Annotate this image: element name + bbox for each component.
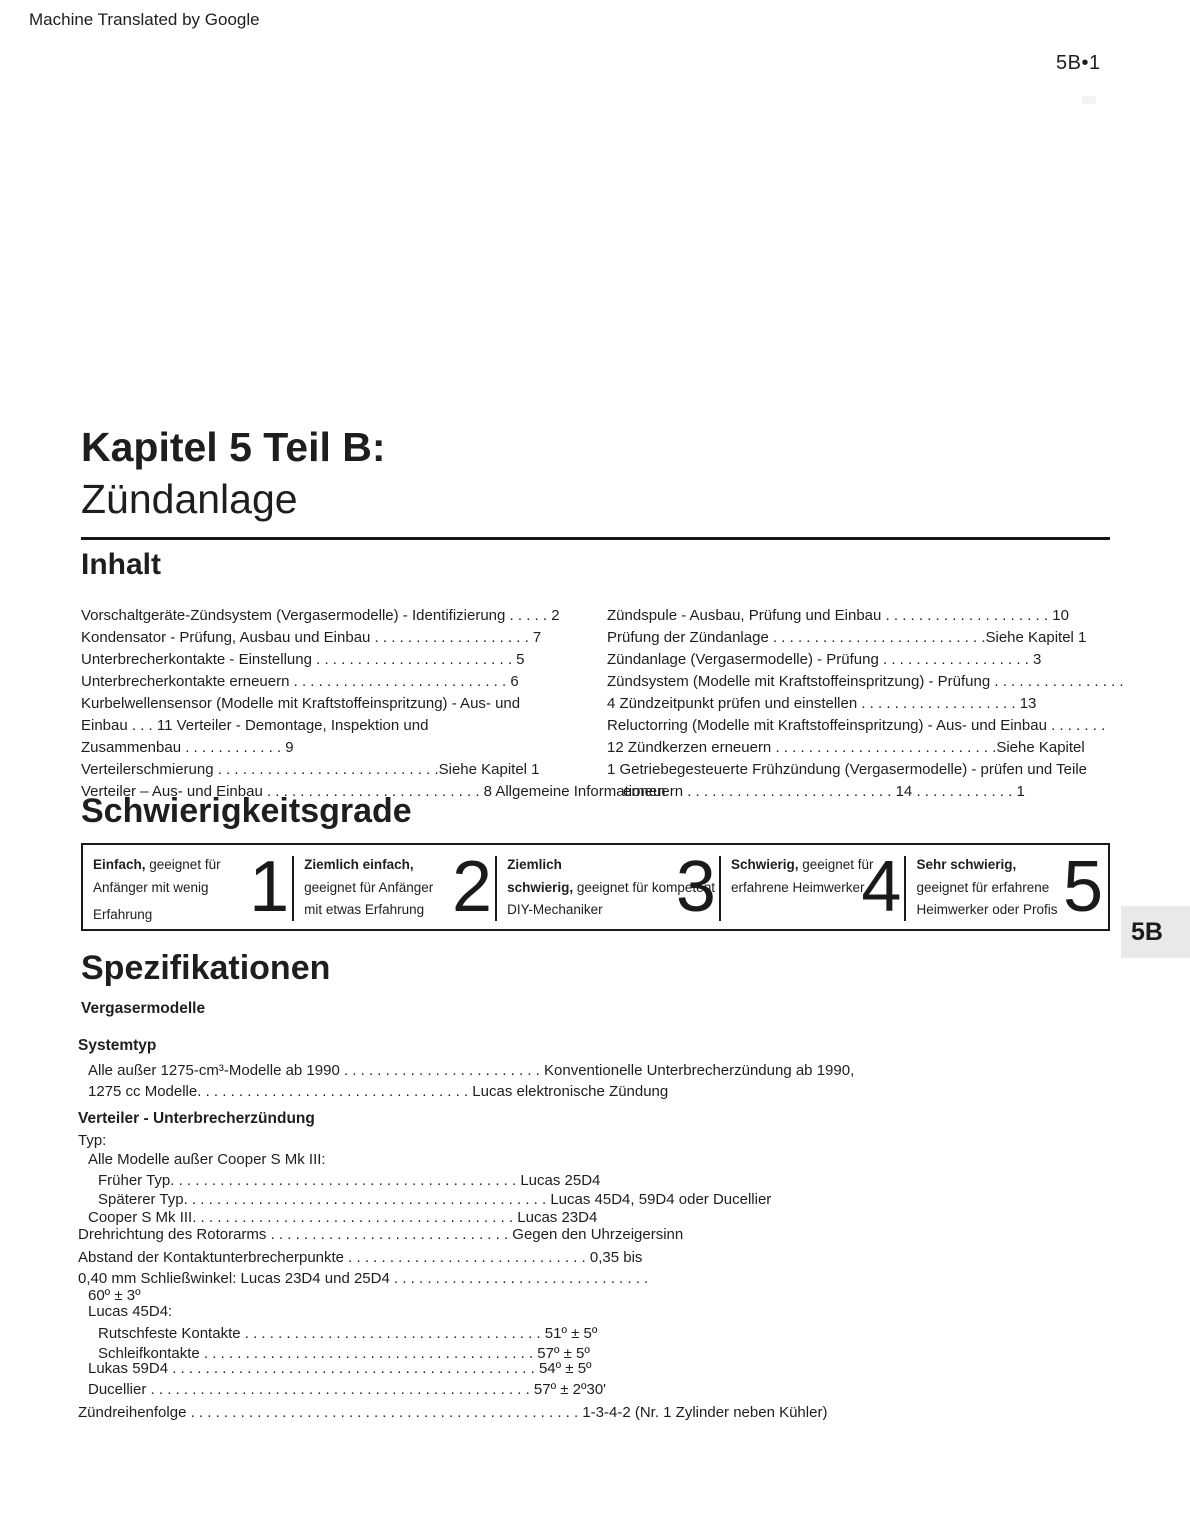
contents-heading: Inhalt xyxy=(81,548,161,581)
difficulty-text-line: geeignet für erfahrene xyxy=(916,879,1050,895)
difficulty-text-line: Heimwerker oder Profis xyxy=(916,902,1058,917)
spec-line: Systemtyp xyxy=(78,1037,157,1054)
contents-left-column xyxy=(81,605,666,803)
page-number: 5B•1 xyxy=(1056,52,1101,74)
difficulty-number-3: 3 xyxy=(675,847,716,927)
translation-note: Machine Translated by Google xyxy=(29,10,260,29)
spec-line: Abstand der Kontaktunterbrecherpunkte . . . . . . . . . . . . . . . . . . . . . . . . . . . . . 0,35 bis xyxy=(78,1249,643,1266)
toc-item: Zusammenbau . . . . . . . . . . . . 9 xyxy=(81,739,294,756)
spec-line: 0,40 mm Schließwinkel: Lucas 23D4 und 25D4 . . . . . . . . . . . . . . . . . . . . . . . . . . . . . . . xyxy=(78,1270,649,1287)
spec-line: Drehrichtung des Rotorarms . . . . . . . . . . . . . . . . . . . . . . . . . . . . . Gegen den Uhrzeigersinn xyxy=(78,1226,684,1243)
difficulty-text-line: mit etwas Erfahrung xyxy=(304,902,425,917)
specifications-heading: Spezifikationen xyxy=(81,949,331,987)
specs-subheading: Vergasermodelle xyxy=(81,1000,206,1017)
difficulty-level-2 xyxy=(294,845,497,929)
chapter-title xyxy=(81,421,386,525)
difficulty-number-5: 5 xyxy=(1062,847,1103,927)
spec-line: Alle Modelle außer Cooper S Mk III: xyxy=(88,1151,326,1168)
spec-line: Cooper S Mk III. . . . . . . . . . . . . . . . . . . . . . . . . . . . . . . . . . . . . . . Lucas 23D4 xyxy=(88,1209,598,1226)
difficulty-text-line: erfahrene Heimwerker xyxy=(730,879,865,895)
spec-line: Lukas 59D4 . . . . . . . . . . . . . . . . . . . . . . . . . . . . . . . . . . . . . . . . . . . . 54º ± 5º xyxy=(88,1360,592,1377)
chapter-title-line1: Kapitel 5 Teil B: xyxy=(81,424,386,470)
difficulty-text-line: Anfänger mit wenig xyxy=(93,879,209,895)
difficulty-number-2: 2 xyxy=(452,847,493,927)
spec-line: Typ: xyxy=(78,1132,107,1149)
spec-line: Zündreihenfolge . . . . . . . . . . . . . . . . . . . . . . . . . . . . . . . . . . . . . . . . . . . . . . . 1-3-4-2 (Nr. 1 Zylinder neben Kühler) xyxy=(78,1404,828,1421)
spec-line: Ducellier . . . . . . . . . . . . . . . . . . . . . . . . . . . . . . . . . . . . . . . . . . . . . . 57º ± 2º30' xyxy=(88,1381,607,1398)
toc-item: Kondensator - Prüfung, Ausbau und Einbau . . . . . . . . . . . . . . . . . . . 7 xyxy=(81,629,542,646)
title-divider xyxy=(81,537,1110,540)
toc-item: Kurbelwellensensor (Modelle mit Kraftstoffeinspritzung) - Aus- und xyxy=(81,695,521,712)
spec-line: Schleifkontakte . . . . . . . . . . . . . . . . . . . . . . . . . . . . . . . . . . . . . . . . 57º ± 5º xyxy=(98,1345,590,1362)
spec-line: Rutschfeste Kontakte . . . . . . . . . . . . . . . . . . . . . . . . . . . . . . . . . . . . 51º ± 5º xyxy=(98,1325,598,1342)
spec-line: Früher Typ. . . . . . . . . . . . . . . . . . . . . . . . . . . . . . . . . . . . . . . . . . Lucas 25D4 xyxy=(98,1172,601,1189)
difficulty-text-line: Sehr schwierig, xyxy=(916,857,1017,872)
difficulty-text-line: geeignet für Anfänger xyxy=(304,879,434,895)
difficulty-text-line: schwierig, geeignet für kompetent xyxy=(507,879,715,895)
specs-list xyxy=(78,1038,1178,1420)
difficulty-text-line: Ziemlich xyxy=(507,857,562,872)
contents-right-column xyxy=(607,605,1190,803)
spec-line: 1275 cc Modelle. . . . . . . . . . . . . . . . . . . . . . . . . . . . . . . . . Lucas elektronische Zündung xyxy=(88,1083,669,1100)
section-tab: 5B xyxy=(1121,906,1190,958)
toc-item: Unterbrecherkontakte - Einstellung . . . . . . . . . . . . . . . . . . . . . . . . 5 xyxy=(81,651,525,668)
toc-item: Unterbrecherkontakte erneuern . . . . . . . . . . . . . . . . . . . . . . . . . . 6 xyxy=(81,673,519,690)
difficulty-level-4 xyxy=(721,845,907,929)
difficulty-heading: Schwierigkeitsgrade xyxy=(81,792,412,830)
toc-item: erneuern . . . . . . . . . . . . . . . . . . . . . . . . . 14 . . . . . . . . . . . . 1 xyxy=(623,783,1025,800)
toc-item: Zündsystem (Modelle mit Kraftstoffeinspritzung) - Prüfung . . . . . . . . . . . . . . . . xyxy=(607,673,1124,690)
toc-item: Vorschaltgeräte-Zündsystem (Vergasermodelle) - Identifizierung . . . . . 2 xyxy=(81,607,560,624)
chapter-title-line2: Zündanlage xyxy=(81,476,298,522)
difficulty-text-line: Einfach, geeignet für xyxy=(93,857,221,872)
spec-line: Lucas 45D4: xyxy=(88,1303,173,1320)
toc-item: Prüfung der Zündanlage . . . . . . . . . . . . . . . . . . . . . . . . . .Siehe Kapitel 1 xyxy=(607,629,1087,646)
spec-line: Späterer Typ. . . . . . . . . . . . . . . . . . . . . . . . . . . . . . . . . . . . . . . . . . . . Lucas 45D4, 59D4 oder Ducellier xyxy=(98,1191,772,1208)
toc-item: Einbau . . . 11 Verteiler - Demontage, Inspektion und xyxy=(81,717,429,734)
page-number-rule xyxy=(1082,96,1096,104)
toc-item: 1 Getriebegesteuerte Frühzündung (Vergasermodelle) - prüfen und Teile xyxy=(607,761,1088,778)
difficulty-scale xyxy=(81,843,1110,931)
difficulty-number-4: 4 xyxy=(861,847,902,927)
spec-line: 60º ± 3º xyxy=(88,1287,141,1304)
difficulty-level-3 xyxy=(497,845,721,929)
toc-item: Zündspule - Ausbau, Prüfung und Einbau . . . . . . . . . . . . . . . . . . . . 10 xyxy=(607,607,1069,624)
toc-item: Reluctorring (Modelle mit Kraftstoffeinspritzung) - Aus- und Einbau . . . . . . . xyxy=(607,717,1106,734)
difficulty-text-line: Erfahrung xyxy=(93,907,153,922)
difficulty-text-line: DIY-Mechaniker xyxy=(507,902,603,917)
spec-line: Alle außer 1275-cm³-Modelle ab 1990 . . . . . . . . . . . . . . . . . . . . . . . . Konventionelle Unterbrecherzündung ab 1990, xyxy=(88,1062,855,1079)
difficulty-level-5 xyxy=(906,845,1108,929)
toc-item: Zündanlage (Vergasermodelle) - Prüfung . . . . . . . . . . . . . . . . . . 3 xyxy=(607,651,1042,668)
toc-item: 4 Zündzeitpunkt prüfen und einstellen . . . . . . . . . . . . . . . . . . . 13 xyxy=(607,695,1037,712)
difficulty-level-1 xyxy=(83,845,294,929)
difficulty-number-1: 1 xyxy=(249,847,290,927)
toc-item: Verteiler – Aus- und Einbau . . . . . . . . . . . . . . . . . . . . . . . . . . 8 Allgemeine Informationen xyxy=(81,783,666,800)
toc-item: 12 Zündkerzen erneuern . . . . . . . . . . . . . . . . . . . . . . . . . . .Siehe Kapitel xyxy=(607,739,1085,756)
spec-line: Verteiler - Unterbrecherzündung xyxy=(78,1110,315,1127)
difficulty-text-line: Ziemlich einfach, xyxy=(304,857,414,872)
toc-item: Verteilerschmierung . . . . . . . . . . . . . . . . . . . . . . . . . . .Siehe Kapitel 1 xyxy=(81,761,540,778)
difficulty-text-line: Schwierig, geeignet für xyxy=(730,857,874,872)
